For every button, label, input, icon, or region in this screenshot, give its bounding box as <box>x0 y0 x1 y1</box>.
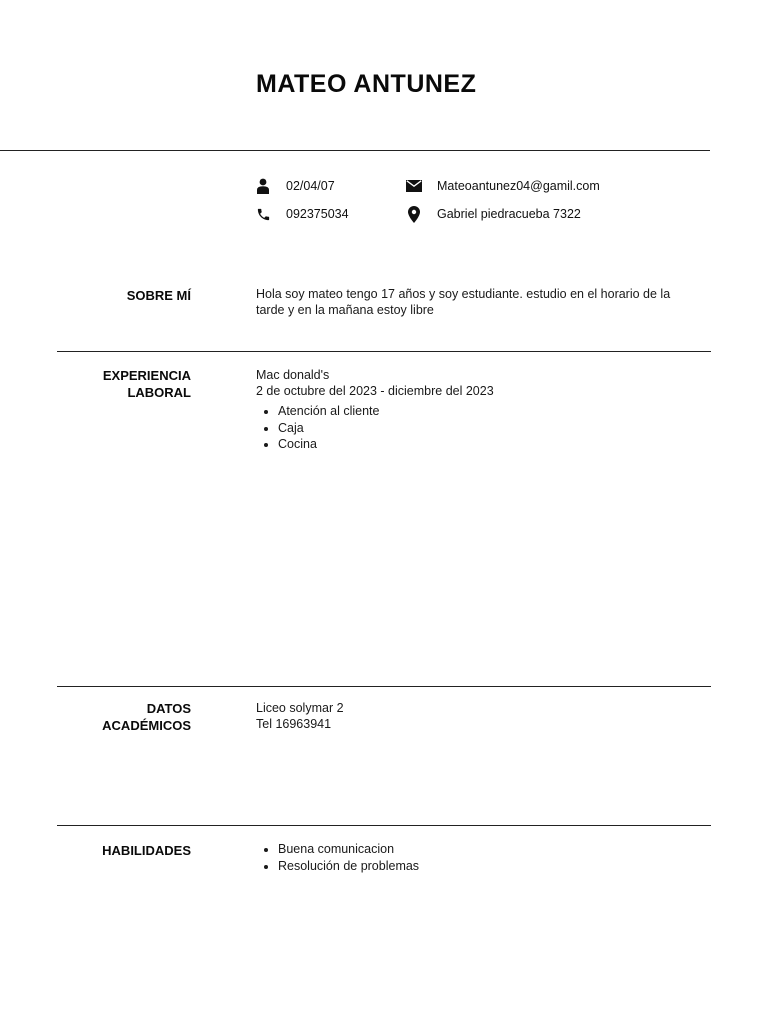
skills-list <box>256 841 696 874</box>
school-phone: Tel 16963941 <box>256 717 332 731</box>
employment-period: 2 de octubre del 2023 - diciembre del 2023 <box>256 384 494 398</box>
section-title-experience <box>57 367 191 401</box>
task-list <box>256 403 696 453</box>
contact-address <box>406 206 581 222</box>
section-divider <box>57 825 711 826</box>
company-name: Mac donald's <box>256 368 330 382</box>
section-title-line: EXPERIENCIA <box>102 368 191 383</box>
section-skills <box>256 841 696 874</box>
contact-phone <box>255 206 349 222</box>
email-text: Mateoantunez04@gamil.com <box>437 179 600 193</box>
phone-text: 092375034 <box>286 207 349 221</box>
list-item: • Resolución de problemas <box>278 858 696 875</box>
section-title-about: SOBRE MÍ <box>126 288 191 303</box>
list-item: • Caja <box>278 420 696 437</box>
section-title-line: LABORAL <box>127 385 191 400</box>
section-title-skills: HABILIDADES <box>102 843 191 858</box>
address-text: Gabriel piedracueba 7322 <box>437 207 581 221</box>
person-icon <box>255 178 271 194</box>
list-item: • Buena comunicacion <box>278 841 696 858</box>
list-item: • Cocina <box>278 436 696 453</box>
section-title-education <box>57 700 191 734</box>
birthdate-text: 02/04/07 <box>286 179 335 193</box>
list-item: • Atención al cliente <box>278 403 696 420</box>
school-name: Liceo solymar 2 <box>256 701 344 715</box>
contact-birthdate <box>255 178 335 194</box>
section-experience <box>256 367 696 453</box>
phone-icon <box>255 206 271 222</box>
contact-email <box>406 178 600 194</box>
header-divider <box>0 150 710 151</box>
about-text: Hola soy mateo tengo 17 años y soy estudiante. estudio en el horario de la tarde y en la mañana estoy libre <box>256 287 671 317</box>
section-divider <box>57 686 711 687</box>
candidate-name: MATEO ANTUNEZ <box>256 70 477 98</box>
section-education <box>256 700 696 732</box>
section-title-line: DATOS <box>146 701 191 716</box>
section-divider <box>57 351 711 352</box>
section-title-line: ACADÉMICOS <box>102 718 191 733</box>
envelope-icon <box>406 178 422 194</box>
location-pin-icon <box>406 206 422 222</box>
section-about <box>256 286 696 318</box>
